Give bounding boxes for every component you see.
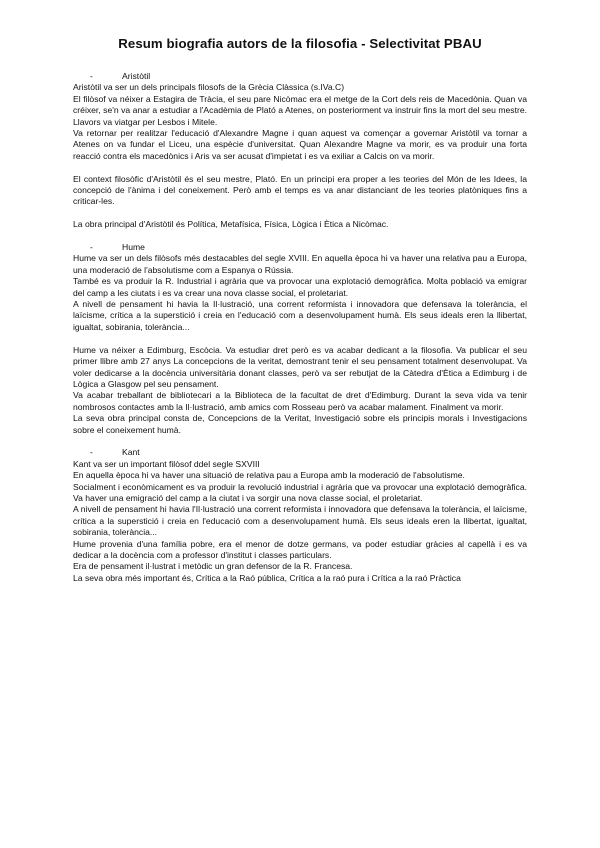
document-body bbox=[73, 71, 527, 584]
paragraph: La obra principal d'Aristòtil és Política, Metafísica, Física, Lògica i Ètica a Nicòmac. bbox=[73, 219, 389, 230]
section-heading-hume bbox=[73, 242, 527, 253]
paragraph: La seva obra principal consta de, Concepcions de la Veritat, Investigació sobre els principis morals i Investigacions sobre el coneixement humà. bbox=[73, 413, 527, 435]
page-title: Resum biografia autors de la filosofia - Selectivitat PBAU bbox=[118, 36, 482, 51]
paragraph: Va acabar treballant de bibliotecari a la Biblioteca de la facultat de dret d'Edimburg. Durant la seva vida va tenir nombrosos contactes amb la Il·lustració, amb amics com Rosseau però va acabar malament. Finalment va morir. bbox=[73, 390, 527, 412]
paragraph: A nivell de pensament hi havia la Il·lustració, una corrent reformista i innovadora que defensava la tolerància, el laïcisme, crítica a la superstició i creia en l'educació com a desenvolupament humà. Els seus ideals eren la llibertat, igualtat, sobirania, tolerància... bbox=[73, 299, 527, 332]
paragraph: El context filosòfic d'Aristòtil és el seu mestre, Plató. En un principi era proper a les teories del Món de les Idees, la concepció de l'ànima i del coneixement. Però amb el temps es va anar distanciant de les teories platòniques fins a criticar-les. bbox=[73, 173, 527, 207]
blank-line bbox=[73, 208, 527, 219]
paragraph: Socialment i econòmicament es va produir la revolució industrial i agrària que va provocar una explotació demogràfica. Va haver una emigració del camp a la ciutat i va sorgir una nova classe social, el proletariat. bbox=[73, 481, 527, 503]
bullet-dash: - bbox=[90, 447, 93, 458]
paragraph: Aristòtil va ser un dels principals filosofs de la Grècia Clàssica (s.IVa.C) bbox=[73, 82, 345, 93]
blank-line bbox=[73, 231, 527, 242]
bullet-dash: - bbox=[90, 71, 93, 81]
paragraph: Hume va néixer a Edimburg, Escòcia. Va estudiar dret però es va acabar dedicant a la filosofia. Va publicar el seu primer llibre amb 27 anys La concepcions de la veritat, demostrant tenir el seu pensament totalment desenvolupat. Va voler dedicarse a la docència universitària donant classes, però va ser rebutjat de la Càtedra d'Ètica a Edimburg i de Lògica a Glasgow pel seu pensament. bbox=[73, 344, 527, 389]
paragraph: Kant va ser un important filòsof ddel segle SXVIII bbox=[73, 458, 260, 469]
paragraph: També es va produir la R. Industrial i agrària que va provocar una explotació demogràfica. Molta població va emigrar del camp a les ciutats i es va crear una nova classe social, el proletariat. bbox=[73, 276, 527, 298]
paragraph: Va retornar per realitzar l'educació d'Alexandre Magne i quan aquest va començar a governar Aristòtil va tornar a Atenes on va fundar el Liceu, una espècie d'universitat. Quan Alexandre Magne va morir, es va produir una forta reacció contra els macedònics i Aris va ser acusat d'impietat i es va exiliar a Calcis on va morir. bbox=[73, 128, 527, 161]
bullet-dash: - bbox=[90, 242, 93, 253]
section-heading-label: Aristòtil bbox=[122, 71, 151, 81]
paragraph: Hume provenia d'una família pobre, era el menor de dotze germans, va poder estudiar gràcies al capellà i es va dedicar a la docència com a professor d'institut i classes particulars. bbox=[73, 538, 527, 560]
paragraph: En aquella època hi va haver una situació de relativa pau a Europa amb la moderació de l'absolutisme. bbox=[73, 470, 465, 481]
section-heading-aristotil bbox=[73, 71, 527, 82]
section-heading-label: Hume bbox=[122, 242, 145, 253]
blank-line bbox=[73, 333, 527, 344]
paragraph: A nivell de pensament hi havia l'Il·lustració una corrent reformista i innovadora que defensava la tolerància, el laïcisme, crítica a la superstició i creia en l'educació com a desenvolupament humà. Els seus ideals eren la llibertat, igualtat, sobirania, tolerància... bbox=[73, 504, 527, 538]
paragraph: Hume va ser un dels filòsofs més destacables del segle XVIII. En aquella època hi va haver una relativa pau a Europa, una moderació de l'absolutisme com a Espanya o Rússia. bbox=[73, 253, 527, 275]
paragraph: Era de pensament il·lustrat i metòdic un gran defensor de la R. Francesa. bbox=[73, 561, 353, 572]
section-heading-label: Kant bbox=[122, 447, 140, 458]
paragraph: El filòsof va néixer a Estagira de Tràcia, el seu pare Nicòmac era el metge de la Cort dels reis de Macedònia. Quan va créixer, se'n va anar a estudiar a l'Acadèmia de Plató a Atenes, on posteriorment va instruir fins la mort del seu mestre. Llavors va viatgar per Lesbos i Mitele. bbox=[73, 93, 527, 127]
section-heading-kant bbox=[73, 447, 527, 458]
paragraph: La seva obra més important és, Crítica a la Raó pública, Crítica a la raó pura i Crítica a la raó Pràctica bbox=[73, 572, 461, 583]
blank-line bbox=[73, 162, 527, 173]
blank-line bbox=[73, 436, 527, 447]
